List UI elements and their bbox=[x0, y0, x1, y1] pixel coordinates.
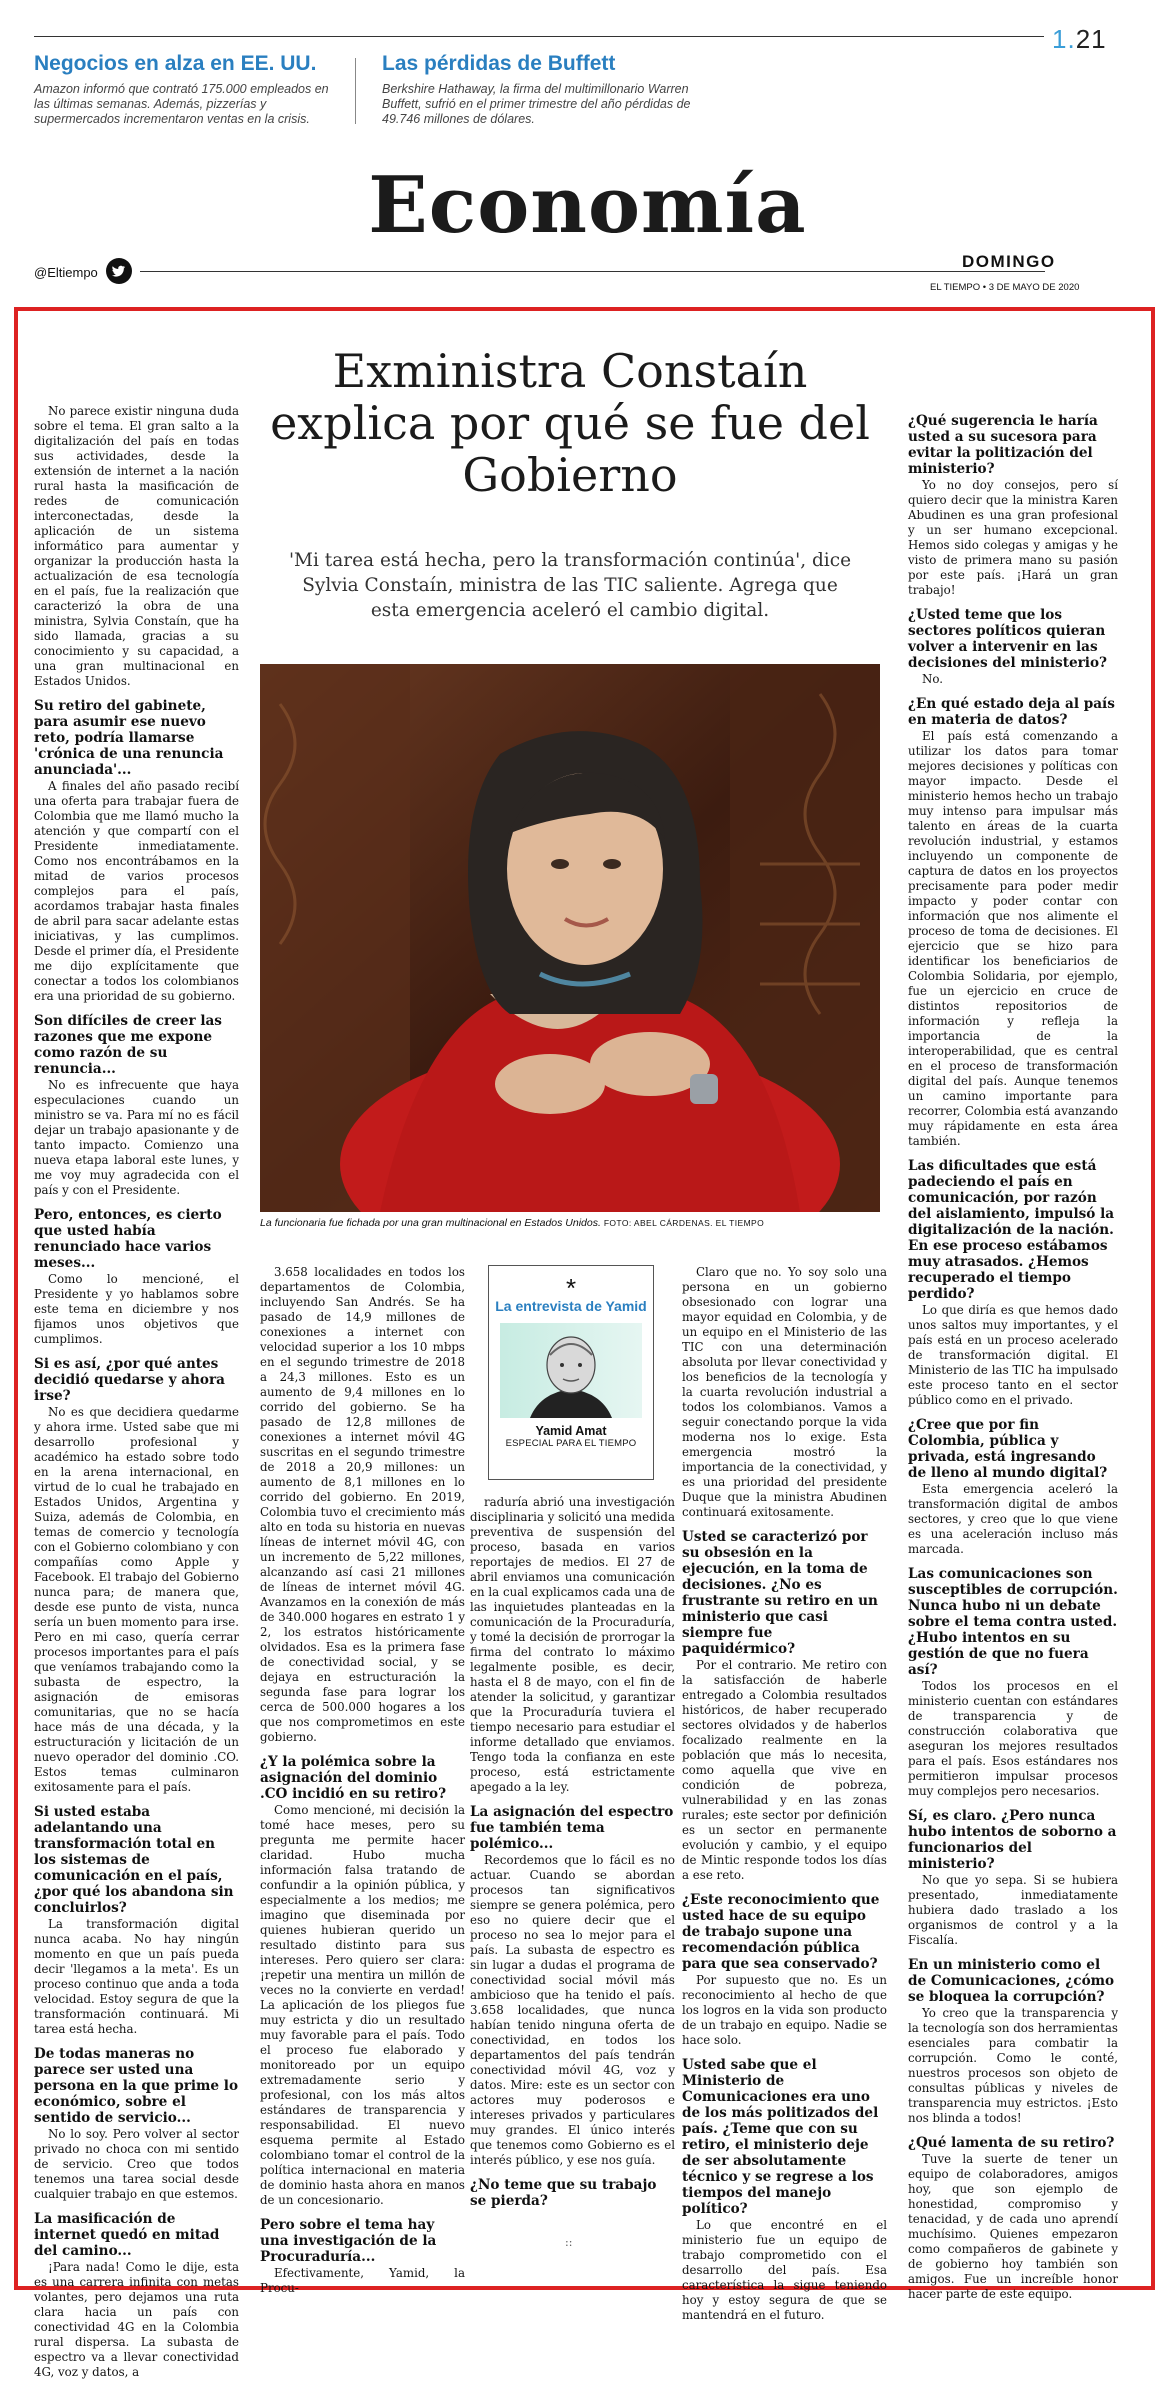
page-number: 1.21 bbox=[1052, 24, 1107, 54]
interview-question: Las comunicaciones son susceptibles de corrupción. Nunca hubo ni un debate sobre el tema contra usted. ¿Hubo intentos en su gestión de que no fuera así? bbox=[908, 1566, 1118, 1678]
article-deck: 'Mi tarea está hecha, pero la transformación continúa', dice Sylvia Constaín, ministra de las TIC saliente. Agrega que esta emergencia aceleró el cambio digital. bbox=[288, 550, 852, 621]
interview-question: Usted sabe que el Ministerio de Comunicaciones era uno de los más politizados del país. ¿Teme que con su retiro, el ministerio deje de ser absolutamente técnico y se regrese a los tiempos del manejo político? bbox=[682, 2057, 879, 2217]
interview-question: Si es así, ¿por qué antes decidió quedarse y ahora irse? bbox=[34, 1356, 225, 1404]
brief-text: Berkshire Hathaway, la firma del multimillonario Warren Buffett, sufrió en el primer trimestre del año pérdidas de 49.746 millones de dólares. bbox=[382, 82, 691, 126]
brief-divider bbox=[355, 58, 356, 124]
interview-question: ¿Este reconocimiento que usted hace de su equipo de trabajo supone una recomendación pública para que sea conservado? bbox=[682, 1892, 880, 1972]
dateline: EL TIEMPO • 3 DE MAYO DE 2020 bbox=[930, 282, 1080, 293]
interview-paragraph: No es que decidiera quedarme y ahora irme. Usted sabe que mi desarrollo profesional y académico ha estado sobre todo en la arena internacional, en virtud de lo cual he trabajado en Estados Unidos, Argentina y Suiza, además de Colombia, en temas de comercio y tecnología con el Gobierno colombiano y con compañías como Apple y Facebook. El trabajo del Gobierno nunca para; de manera que, desde ese punto de vista, nunca sería un buen momento para irse. Pero en mi caso, quería cerrar procesos importantes para el país que veníamos trabajando como la subasta de espectro, la asignación de emisoras comunitarias, que no se hacía hace más de una década, y la estructuración y licitación de un nuevo operador del dominio .CO. Estos temas culminaron exitosamente para el país. bbox=[34, 1405, 239, 1794]
interviewer-role: ESPECIAL PARA EL TIEMPO bbox=[505, 1438, 637, 1449]
article-photo[interactable] bbox=[260, 664, 880, 1212]
interview-question: ¿Usted teme que los sectores políticos quieran volver a intervenir en las decisiones del ministerio? bbox=[908, 607, 1107, 671]
article-column-2 bbox=[260, 1265, 465, 2296]
interview-question: ¿Y la polémica sobre la asignación del dominio .CO incidió en su retiro? bbox=[260, 1754, 447, 1802]
article-column-5 bbox=[908, 404, 1118, 2302]
brief-amazon[interactable] bbox=[34, 52, 334, 127]
section-rule bbox=[140, 271, 1045, 272]
interview-paragraph: Recordemos que lo fácil es no actuar. Cuando se abordan procesos tan significativos siempre se genera polémica, pero eso no quiere decir que el proceso no sea lo mejor para el país. La subasta de espectro es sin lugar a dudas el programa de conectividad social móvil más ambicioso que ha tenido el país. 3.658 localidades, que nunca habían tenido ninguna oferta de conectividad, en todos los departamentos del país tendrán conectividad móvil 4G, voz y datos. Mire: este es un sector con actores muy poderosos e intereses privados y particulares muy grandes. El único interés que tenemos como Gobierno es el interés público, y ese nos guía. bbox=[470, 1853, 675, 2167]
interview-paragraph: Efectivamente, Yamid, la Procu- bbox=[260, 2266, 465, 2295]
interview-question: La asignación del espectro fue también tema polémico... bbox=[470, 1804, 674, 1852]
interview-paragraph: Por el contrario. Me retiro con la satisfacción de haberle entregado a Colombia resultados históricos, de haber recuperado sectores olvidados y de haberlos focalizado realmente en la población que más lo necesita, como aquella que vive en condición de pobreza, vulnerabilidad y en las zonas rurales; este sector por definición es un sector en permanente evolución y cambio, y el equipo de Mintic responde todos los días a ese reto. bbox=[682, 1658, 887, 1882]
interview-question: ¿No teme que su trabajo se pierda? bbox=[470, 2177, 657, 2209]
interview-paragraph: No parece existir ninguna duda sobre el tema. El gran salto a la digitalización del país en todas sus actividades, desde la extensión de internet a la nación rural hasta la masificación de redes de comunicación interconectadas, desde la aplicación de un sistema informático para aumentar y organizar la producción hasta la actualización de esa tecnología en el país, fue la realización que caracterizó la obra de una ministra, Sylvia Constaín, que ha sido llamada, gracias a su conocimiento y su capacidad, a una gran multinacional en Estados Unidos. bbox=[34, 404, 239, 688]
interview-question: ¿En qué estado deja al país en materia de datos? bbox=[908, 696, 1115, 728]
interview-question: ¿Qué lamenta de su retiro? bbox=[908, 2135, 1115, 2151]
interview-question: La masificación de internet quedó en mitad del camino... bbox=[34, 2211, 220, 2259]
interview-paragraph: El país está comenzando a utilizar los datos para tomar mejores decisiones y políticas con mayor impacto. Desde el ministerio hemos hecho un trabajo muy intenso para impulsar más talento en áreas de la cuarta revolución industrial, y estamos incluyendo un componente de captura de datos en los proyectos precisamente para poder medir impacto y poder contar con información que nos alimente el proceso de toma de decisiones. El ejercicio que se hizo para identificar los beneficiarios de Colombia Solidaria, por ejemplo, fue un ejercicio en cruce de distintos repositorios de información y refleja la importancia de la interoperabilidad, que es central en el proceso de transformación digital del país. Aunque tenemos un camino importante para recorrer, Colombia está avanzando muy rápidamente en esta área también. bbox=[908, 729, 1118, 1148]
interview-question: ¿Qué sugerencia le haría usted a su sucesora para evitar la politización del ministerio? bbox=[908, 413, 1098, 477]
day-label: DOMINGO bbox=[962, 252, 1056, 271]
interview-question: Pero sobre el tema hay una investigación de la Procuraduría... bbox=[260, 2217, 437, 2265]
interview-paragraph: Por supuesto que no. Es un reconocimiento al hecho de que los logros en la vida son producto de un trabajo en equipo. Nadie se hace solo. bbox=[682, 1973, 887, 2047]
brief-title[interactable]: Las pérdidas de Buffett bbox=[382, 52, 616, 75]
article-column-3 bbox=[470, 1495, 675, 2210]
interview-paragraph: Lo que encontré en el ministerio fue un equipo de trabajo comprometido con el desarrollo del país. Esa característica la sigue teniendo hoy y estoy segura de que se mantendrá en el futuro. bbox=[682, 2218, 887, 2322]
interview-paragraph: Yo creo que la transparencia y la tecnología son dos herramientas esenciales para combatir la corrupción. Como le conté, nuestros procesos son objeto de consultas públicas y niveles de transparencia muy estrictos. ¡Esto nos blinda a todos! bbox=[908, 2006, 1118, 2125]
interview-paragraph: Tuve la suerte de tener un equipo de colaboradores, amigos hoy, que son ejemplo de honestidad, compromiso y tenacidad, y de cada uno aprendí muchísimo. Quienes empezaron como compañeros de gabinete y de gobierno hoy también son amigos. Fue un increíble honor hacer parte de este equipo. bbox=[908, 2152, 1118, 2301]
interview-paragraph: Esta emergencia aceleró la transformación digital de ambos sectores, y creo que lo que viene es una aceleración incluso más marcada. bbox=[908, 1482, 1118, 1556]
asterisk-icon: * bbox=[565, 1273, 577, 1303]
brief-text: Amazon informó que contrató 175.000 empleados en las últimas semanas. Además, pizzerías y supermercados incrementaron ventas en la crisis. bbox=[34, 82, 329, 126]
social-handle[interactable]: @Eltiempo bbox=[34, 265, 98, 280]
header-rule bbox=[34, 36, 1044, 37]
interview-paragraph: Claro que no. Yo soy solo una persona en un gobierno obsesionado con lograr una mayor equidad en Colombia, y de un equipo en el Ministerio de las TIC con una determinación absoluta por llevar conectividad y los beneficios de la tecnología y la cuarta revolución industrial a todos los colombianos. Vamos a seguir conectando porque la vida moderna nos lo exige. Esta emergencia mostró la importancia de la conectividad, y es una prioridad del presidente Duque que la ministra Abudinen continuará exitosamente. bbox=[682, 1265, 887, 1519]
interview-question: Pero, entonces, es cierto que usted había renunciado hace varios meses... bbox=[34, 1207, 222, 1271]
interview-question: Su retiro del gabinete, para asumir ese nuevo reto, podría llamarse 'crónica de una renuncia anunciada'... bbox=[34, 698, 224, 778]
interview-paragraph: 3.658 localidades en todos los departamentos de Colombia, incluyendo San Andrés. Se ha pasado de 14,9 millones de conexiones a internet con velocidad superior a los 10 mbps en el segundo trimestre de 2018 a 24,3 millones. Esto es un aumento de 9,4 millones en lo corrido del gobierno. Se ha pasado de 12,8 millones de conexiones a internet móvil 4G suscritas en el segundo trimestre de 2018 a 20,9 millones: un aumento de 8,1 millones en lo corrido del gobierno. En 2019, Colombia tuvo el crecimiento más alto en toda su historia en nuevas líneas de internet móvil 4G, con un incremento de 5,22 millones, alcanzando así casi 21 millones de líneas de internet móvil 4G. Avanzamos en la conexión de más de 340.000 hogares en estrato 1 y 2, los estratos históricamente olvidados. Esa es la primera fase de conectividad social, y se dejaya en estructuración la segunda fase para lograr los cerca de 500.000 hogares a los que nos comprometimos en este gobierno. bbox=[260, 1265, 465, 1744]
photo-caption bbox=[260, 1217, 880, 1229]
interview-question: En un ministerio como el de Comunicaciones, ¿cómo se bloquea la corrupción? bbox=[908, 1957, 1115, 2005]
interview-paragraph: Como mencioné, mi decisión la tomé hace meses, pero su pregunta me permite hacer claridad. Hubo mucha información falsa tratando de confundir a la opinión pública, y especialmente a los medios; me imagino que diseminada por quienes hubieran querido un resultado distinto para sus intereses. Pero quiero ser clara: ¡repetir una mentira un millón de veces no la convierte en verdad! La aplicación de los pliegos fue muy estricta y dio un resultado muy favorable para el país. Todo el proceso fue elaborado y monitoreado por un equipo extremadamente serio y profesional, con los más altos estándares de transparencia y responsabilidad. El nuevo esquema permite al Estado colombiano tomar el control de la política internacional en materia de dominio hasta ahora en manos de un concesionario. bbox=[260, 1803, 465, 2207]
interview-question: ¿Cree que por fin Colombia, pública y privada, está ingresando de lleno al mundo digital? bbox=[908, 1417, 1108, 1481]
interview-paragraph: Todos los procesos en el ministerio cuentan con estándares de transparencia y de construcción colaborativa que aseguran los mejores resultados para el país. Esos estándares nos permitieron impulsar procesos muy complejos pero necesarios. bbox=[908, 1679, 1118, 1798]
box-title: La entrevista de Yamid bbox=[495, 1298, 647, 1314]
section-title: Economía bbox=[368, 160, 807, 251]
photo-credit: FOTO: ABEL CÁRDENAS. EL TIEMPO bbox=[603, 1218, 765, 1228]
interview-paragraph: No es infrecuente que haya especulaciones cuando un ministro se va. Para mí no es fácil dejar un trabajo apasionante y de tanto impacto. Comienzo una nueva etapa laboral este lunes, y me voy muy agradecida con el país y con el Presidente. bbox=[34, 1078, 239, 1197]
page-marker: :: bbox=[565, 2236, 573, 2249]
interview-question: Las dificultades que está padeciendo el país en comunicación, por razón del aislamiento, impulsó la digitalización de la nación. En ese proceso estábamos muy atrasados. ¿Hemos recuperado el tiempo perdido? bbox=[908, 1158, 1115, 1302]
interview-paragraph: ¡Para nada! Como le dije, esta es una carrera infinita con metas volantes, pero dejamos una ruta clara hacia un país con conectividad 4G en la Colombia rural dispersa. La subasta de espectro va a llevar conectividad 4G, voz y datos, a bbox=[34, 2260, 239, 2379]
interview-paragraph: No lo soy. Pero volver al sector privado no choca con mi sentido de servicio. Creo que todos tenemos una tarea social desde cualquier trabajo en que estemos. bbox=[34, 2127, 239, 2201]
twitter-icon[interactable] bbox=[106, 258, 132, 284]
interview-paragraph: Yo no doy consejos, pero sí quiero decir que la ministra Karen Abudinen es una gran profesional y un ser humano excepcional. Hemos sido colegas y amigas y he visto de primera mano su pasión por este país. ¡Hará un gran trabajo! bbox=[908, 478, 1118, 597]
brief-buffett[interactable] bbox=[382, 52, 702, 127]
interview-paragraph: raduría abrió una investigación disciplinaria y solicitó una medida preventiva de suspensión del proceso, basada en varios reportajes de medios. El 27 de abril enviamos una comunicación en la cual explicamos cada una de las inquietudes planteadas en la comunicación de la Procuraduría, y tomé la decisión de prorrogar la firma del contrato lo máximo legalmente posible, es decir, hasta el 8 de mayo, con el fin de atender la solicitud, y garantizar que la Procuraduría tuviera el tiempo necesario para estudiar el informe detallado que enviamos. Tengo toda la confianza en este proceso, está estrictamente apegado a la ley. bbox=[470, 1495, 675, 1794]
interviewer-portrait bbox=[500, 1323, 642, 1418]
interview-question: Son difíciles de creer las razones que me expone como razón de su renuncia... bbox=[34, 1013, 222, 1077]
interview-paragraph: Como lo mencioné, el Presidente y yo hablamos sobre este tema en diciembre y nos fijamos unos objetivos que cumplimos. bbox=[34, 1272, 239, 1346]
interview-paragraph: A finales del año pasado recibí una oferta para trabajar fuera de Colombia que me llamó mucho la atención y que compartí con el Presidente inmediatamente. Como nos encontrábamos en la mitad de varios procesos complejos para el país, acordamos trabajar hasta finales de abril para sacar adelante estas iniciativas, y las cumplimos. Desde el primer día, el Presidente me dijo explícitamente que conectar a todos los colombianos era una prioridad de su gobierno. bbox=[34, 779, 239, 1003]
interview-question: Usted se caracterizó por su obsesión en la ejecución, en la toma de decisiones. ¿No es frustrante su retiro en un ministerio que casi siempre fue paquidérmico? bbox=[682, 1529, 878, 1657]
portrait-illustration bbox=[260, 664, 880, 1212]
interview-question: De todas maneras no parece ser usted una persona en la que prime lo económico, sobre el sentido de servicio... bbox=[34, 2046, 239, 2126]
interviewer-box bbox=[488, 1265, 654, 1480]
interview-paragraph: La transformación digital nunca acaba. No hay ningún momento en que un país pueda decir 'llegamos a la meta'. Es un proceso continuo que anda a toda velocidad. Estoy segura de que la transformación continuará. Mi tarea está hecha. bbox=[34, 1917, 239, 2036]
article-headline: Exministra Constaín explica por qué se fue del Gobierno bbox=[270, 344, 870, 502]
interview-question: Sí, es claro. ¿Pero nunca hubo intentos de soborno a funcionarios del ministerio? bbox=[908, 1808, 1117, 1872]
interviewer-name: Yamid Amat bbox=[535, 1424, 607, 1438]
interview-paragraph: No que yo sepa. Si se hubiera presentado, inmediatamente hubiera dado traslado a los organismos de control y a la Fiscalía. bbox=[908, 1873, 1118, 1947]
brief-title[interactable]: Negocios en alza en EE. UU. bbox=[34, 52, 317, 75]
caption-text: La funcionaria fue fichada por una gran multinacional en Estados Unidos. bbox=[260, 1217, 601, 1229]
interview-paragraph: No. bbox=[922, 672, 943, 686]
article-column-4 bbox=[682, 1265, 887, 2323]
article-column-1 bbox=[34, 404, 239, 2380]
interview-question: Si usted estaba adelantando una transformación total en los sistemas de comunicación en el país, ¿por qué los abandona sin concluirlos? bbox=[34, 1804, 234, 1916]
interview-paragraph: Lo que diría es que hemos dado unos saltos muy importantes, y el país está en un proceso acelerado de transformación digital. El Ministerio de las TIC ha impulsado este proceso tanto en el sector público como en el privado. bbox=[908, 1303, 1118, 1407]
